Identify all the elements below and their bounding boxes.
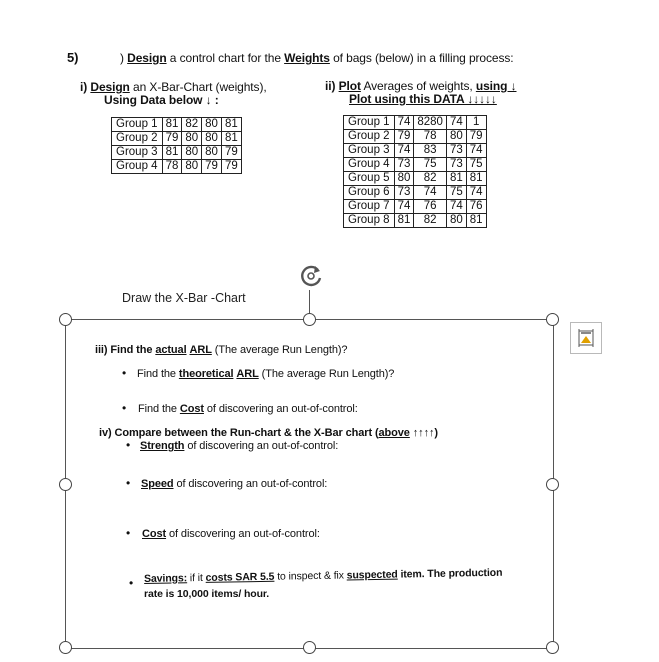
table-i-group-label: Group 1 [112, 118, 163, 132]
bullet-dot: • [126, 476, 131, 490]
table-ii [343, 115, 487, 228]
bullet-cost: Cost [179, 403, 204, 415]
table-ii-row [344, 186, 487, 200]
table-i-row [112, 118, 242, 132]
table-ii-cell: 80 [446, 214, 466, 228]
part-iii-prefix: iii) Find the [95, 344, 156, 356]
table-ii-cell: 73 [394, 158, 414, 172]
bullet-arl: ARL [236, 368, 259, 380]
bullet-dot: • [126, 438, 131, 452]
table-ii-cell: 74 [394, 116, 414, 130]
table-i-cell: 81 [221, 132, 241, 146]
table-ii-cell: 75 [466, 158, 486, 172]
table-ii-cell: 8280 [414, 116, 447, 130]
table-ii-cell: 74 [414, 186, 447, 200]
table-i-cell: 80 [182, 146, 202, 160]
table-ii-cell: 81 [394, 214, 414, 228]
table-i-row [112, 160, 242, 174]
problem-heading [120, 51, 514, 65]
table-i-row [112, 132, 242, 146]
bullet-text: if it [186, 571, 206, 585]
table-i-group-label: Group 2 [112, 132, 163, 146]
part-i-design: Design [90, 80, 130, 94]
table-ii-row [344, 200, 487, 214]
bullet-savings-label: Savings: [144, 572, 188, 585]
table-ii-row [344, 144, 487, 158]
table-i [111, 117, 242, 174]
bullet-text: of discovering an out-of-control: [184, 440, 339, 452]
table-i-group-label: Group 4 [112, 160, 163, 174]
table-i-cell: 79 [202, 160, 222, 174]
part-ii-using: using ↓ [475, 79, 517, 93]
part-ii-subtitle: Plot using this DATA ↓↓↓↓↓ [349, 92, 497, 106]
table-ii-cell: 73 [446, 158, 466, 172]
table-ii-cell: 78 [414, 130, 447, 144]
part-ii-title [325, 79, 517, 93]
bullet-theoretical: theoretical [178, 368, 234, 380]
resize-handle-bottom-right[interactable] [546, 641, 559, 654]
table-ii-cell: 73 [394, 186, 414, 200]
bullet-text: item. The production [397, 566, 503, 581]
heading-design: Design [127, 51, 167, 65]
layout-options-icon[interactable] [570, 322, 602, 354]
part-i-title [80, 80, 267, 94]
table-ii-cell: 79 [466, 130, 486, 144]
table-ii-cell: 80 [394, 172, 414, 186]
resize-handle-middle-left[interactable] [59, 478, 72, 491]
part-ii-rest: Averages of weights, [360, 79, 476, 93]
bullet-text: of discovering an out-of-control: [166, 528, 320, 540]
resize-handle-top-left[interactable] [59, 313, 72, 326]
bullet-dot: • [122, 366, 127, 380]
table-ii-group-label: Group 8 [344, 214, 395, 228]
heading-text: a control chart for the [166, 51, 285, 65]
table-i-cell: 80 [182, 132, 202, 146]
table-i-cell: 79 [221, 160, 241, 174]
bullet-text-end: (The average Run Length)? [258, 368, 395, 380]
resize-handle-top-center[interactable] [303, 313, 316, 326]
bullet-dot: • [122, 401, 127, 415]
table-ii-cell: 74 [394, 200, 414, 214]
table-ii-cell: 83 [414, 144, 447, 158]
table-i-cell: 81 [162, 146, 182, 160]
table-ii-cell: 82 [414, 214, 447, 228]
bullet-speed-label: Speed [141, 478, 174, 490]
table-i-cell: 80 [202, 146, 222, 160]
bullet-cost-label: Cost [142, 528, 167, 540]
resize-handle-bottom-center[interactable] [303, 641, 316, 654]
part-iii-arl: ARL [189, 344, 212, 356]
part-iv-arrows: ↑↑↑↑) [409, 427, 438, 439]
bullet-savings-line2: rate is 10,000 items/ hour. [144, 588, 270, 600]
bullet-speed [141, 478, 327, 490]
resize-handle-top-right[interactable] [546, 313, 559, 326]
heading-paren: ) [120, 51, 128, 65]
table-ii-row [344, 116, 487, 130]
bullet-cost-discovering [138, 403, 358, 415]
rotate-handle-icon[interactable] [297, 262, 325, 290]
table-i-cell: 81 [162, 118, 182, 132]
part-i-prefix: i) [80, 80, 91, 94]
table-ii-cell: 76 [414, 200, 447, 214]
table-i-group-label: Group 3 [112, 146, 163, 160]
bullet-strength-label: Strength [140, 440, 185, 452]
table-ii-cell: 74 [446, 200, 466, 214]
part-iv-prefix: iv) Compare between the Run-chart & the X-Bar chart ( [99, 427, 379, 439]
table-ii-cell: 74 [446, 116, 466, 130]
bullet-text: Find the [137, 368, 179, 380]
bullet-cost-out [142, 528, 320, 540]
table-ii-cell: 80 [446, 130, 466, 144]
resize-handle-middle-right[interactable] [546, 478, 559, 491]
table-i-cell: 79 [162, 132, 182, 146]
table-i-cell: 80 [202, 118, 222, 132]
table-i-cell: 81 [221, 118, 241, 132]
part-iii-actual: actual [155, 344, 187, 356]
resize-handle-bottom-left[interactable] [59, 641, 72, 654]
table-ii-row [344, 214, 487, 228]
table-ii-group-label: Group 6 [344, 186, 395, 200]
table-ii-cell: 75 [446, 186, 466, 200]
part-ii-plot: Plot [338, 79, 361, 93]
table-ii-cell: 81 [466, 172, 486, 186]
table-ii-cell: 81 [466, 214, 486, 228]
bullet-text-end: of discovering an out-of-control: [203, 403, 358, 415]
table-ii-cell: 76 [466, 200, 486, 214]
table-ii-cell: 1 [466, 116, 486, 130]
heading-weights: Weights [284, 51, 330, 65]
bullet-theoretical-arl [137, 368, 394, 380]
table-ii-cell: 82 [414, 172, 447, 186]
table-ii-cell: 79 [394, 130, 414, 144]
table-ii-group-label: Group 5 [344, 172, 395, 186]
part-i-rest: an X-Bar-Chart (weights), [129, 80, 267, 94]
table-i-row [112, 146, 242, 160]
part-ii-prefix: ii) [325, 79, 339, 93]
table-ii-group-label: Group 2 [344, 130, 395, 144]
table-i-cell: 80 [202, 132, 222, 146]
bullet-dot: • [126, 526, 131, 540]
table-ii-group-label: Group 1 [344, 116, 395, 130]
heading-text-end: of bags (below) in a filling process: [329, 51, 514, 65]
table-ii-group-label: Group 7 [344, 200, 395, 214]
table-i-cell: 82 [182, 118, 202, 132]
bullet-text: of discovering an out-of-control: [173, 478, 328, 490]
table-i-cell: 79 [221, 146, 241, 160]
table-i-cell: 80 [182, 160, 202, 174]
part-iii-title [95, 344, 347, 356]
bullet-suspected: suspected [346, 568, 398, 582]
problem-number: 5) [67, 50, 79, 65]
bullet-text: to inspect & fix [274, 569, 347, 583]
table-ii-group-label: Group 3 [344, 144, 395, 158]
part-iii-rest: (The average Run Length)? [211, 344, 348, 356]
table-ii-cell: 74 [466, 186, 486, 200]
part-i-subtitle: Using Data below ↓ : [104, 93, 219, 107]
table-ii-cell: 74 [394, 144, 414, 158]
draw-caption: Draw the X-Bar -Chart [122, 291, 246, 305]
bullet-strength [140, 440, 338, 452]
bullet-costs: costs SAR 5.5 [205, 570, 275, 584]
table-ii-cell: 75 [414, 158, 447, 172]
table-ii-cell: 74 [466, 144, 486, 158]
bullet-dot: • [129, 576, 134, 590]
rotate-handle-stem [309, 290, 310, 314]
table-ii-cell: 81 [446, 172, 466, 186]
table-ii-row [344, 130, 487, 144]
table-ii-group-label: Group 4 [344, 158, 395, 172]
table-ii-cell: 73 [446, 144, 466, 158]
table-ii-row [344, 158, 487, 172]
table-ii-row [344, 172, 487, 186]
table-i-cell: 78 [162, 160, 182, 174]
part-iv-title [99, 427, 438, 439]
part-iv-above: above [378, 427, 410, 439]
bullet-text: Find the [138, 403, 180, 415]
